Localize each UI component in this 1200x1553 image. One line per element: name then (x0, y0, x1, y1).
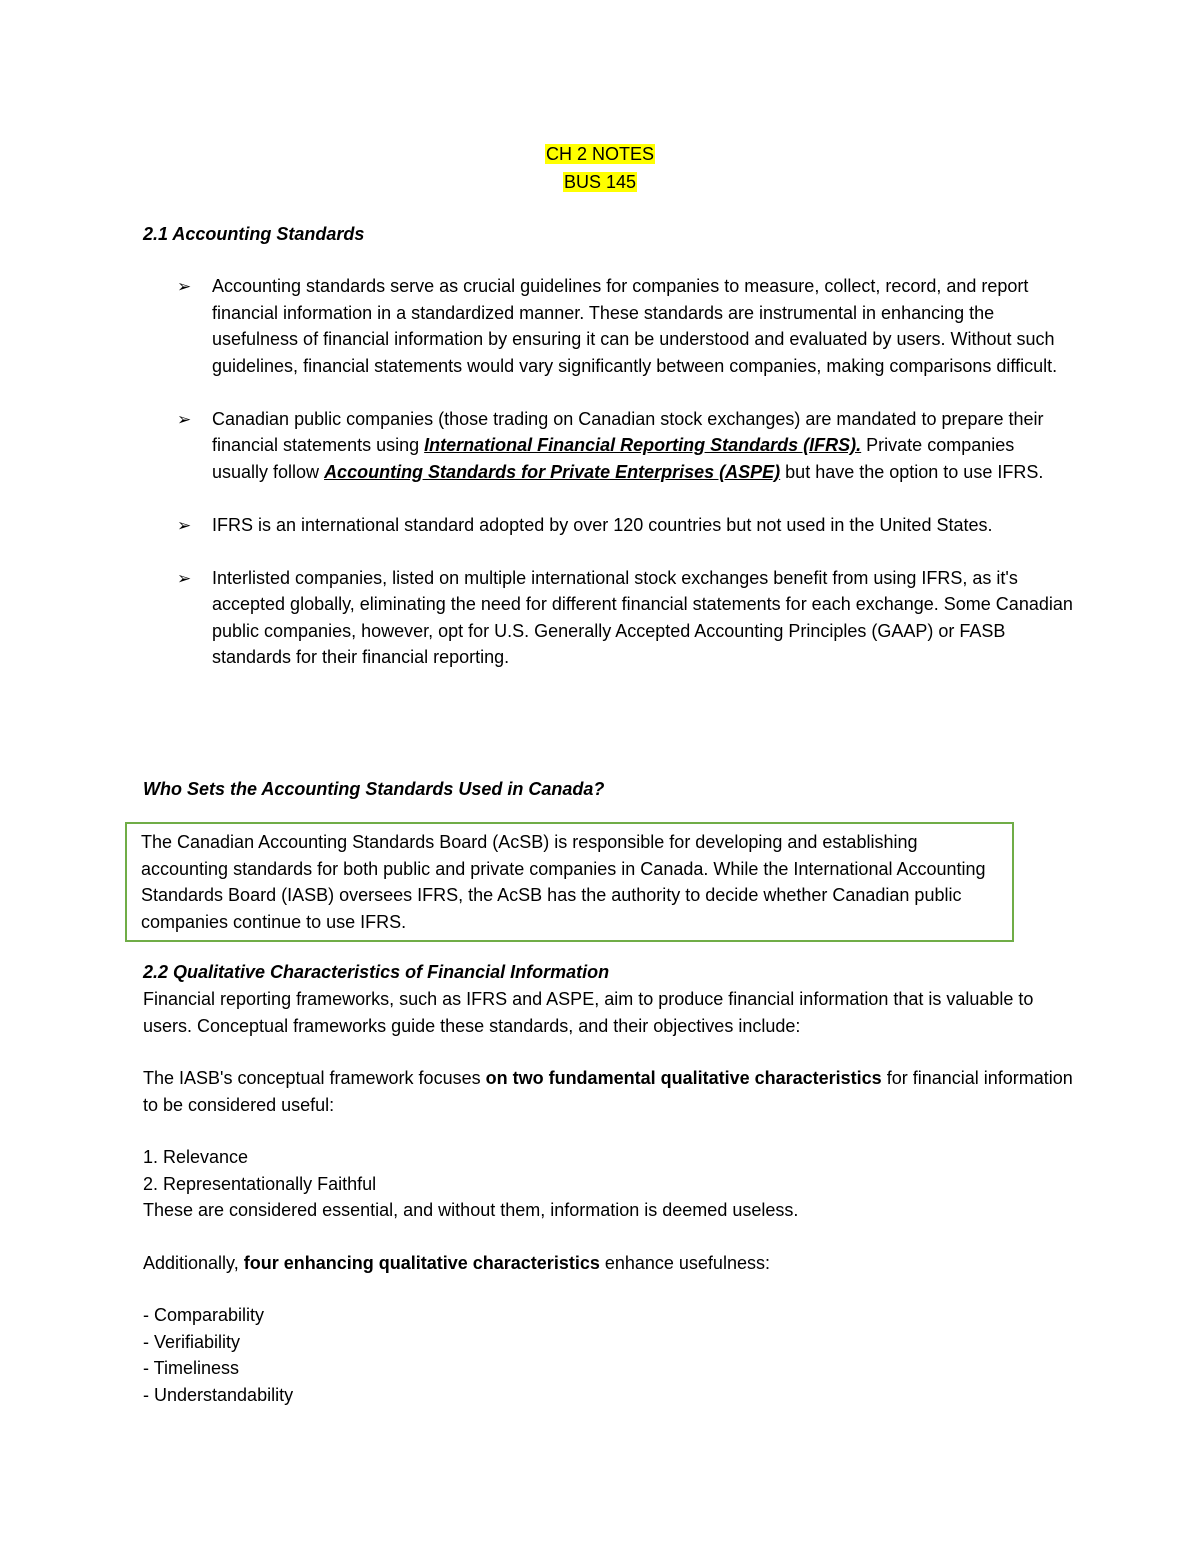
arrow-bullet-icon: ➢ (177, 515, 192, 535)
list-item (143, 273, 1073, 379)
paragraph-text: Additionally, (143, 1253, 244, 1273)
arrow-bullet-icon: ➢ (177, 409, 192, 429)
enhancing-emphasis: four enhancing qualitative characteristics (243, 1253, 600, 1273)
enhancing-paragraph (143, 1250, 1073, 1277)
list-item: - Comparability (143, 1305, 265, 1325)
list-item: - Understandability (143, 1384, 294, 1405)
bullet-text: Private companies usually follow (212, 435, 1015, 482)
aspe-term: Accounting Standards for Private Enterprises (ASPE) (324, 461, 781, 482)
ifrs-term: International Financial Reporting Standards (IFRS). (424, 435, 862, 455)
list-item (143, 512, 1073, 539)
bullet-text: IFRS is an international standard adopted by over 120 countries but not used in the United States. (212, 514, 993, 535)
paragraph-text: The IASB's conceptual framework focuses (143, 1068, 486, 1088)
paragraph-text: enhance usefulness: (599, 1253, 770, 1273)
paragraph-text: for financial information to be considered useful: (143, 1068, 1073, 1115)
iasb-paragraph (143, 1065, 1073, 1118)
fundamental-characteristics-list (143, 1144, 798, 1224)
list-item: - Verifiability (143, 1331, 241, 1352)
bullet-text: but have the option to use IFRS. (780, 461, 1044, 482)
arrow-bullet-icon: ➢ (177, 277, 192, 296)
list-item (143, 565, 1073, 671)
document-title: CH 2 NOTES (545, 144, 655, 164)
section-heading-qualitative: 2.2 Qualitative Characteristics of Financial Information (143, 962, 610, 982)
acsb-callout-box (125, 822, 1014, 942)
section-heading-accounting-standards: 2.1 Accounting Standards (143, 224, 365, 244)
list-item: - Timeliness (143, 1358, 240, 1378)
course-code: BUS 145 (563, 172, 637, 192)
who-sets-heading: Who Sets the Accounting Standards Used in Canada? (143, 779, 605, 799)
accounting-standards-list (143, 273, 1073, 697)
bullet-text: Interlisted companies, listed on multiple international stock exchanges benefit from using IFRS, as it's accepted globally, eliminating the need for different financial statements for each exchange. Some Canadian public companies, however, opt for U.S. Generally Accepted Accounting Principles (GAAP) or FASB standards for their financial reporting. (212, 567, 1073, 667)
list-item (143, 406, 1073, 486)
fundamental-emphasis: on two fundamental qualitative characteristics (485, 1068, 882, 1088)
bullet-text: Accounting standards serve as crucial guidelines for companies to measure, collect, record, and report financial information in a standardized manner. These standards are instrumental in enhancing the usefulness of financial information by ensuring it can be understood and evaluated by users. Without such guidelines, financial statements would vary significantly between companies, making comparisons difficult. (212, 276, 1058, 376)
document-title-block (0, 140, 1200, 196)
list-item: 1. Relevance (143, 1147, 249, 1167)
arrow-bullet-icon: ➢ (177, 568, 192, 588)
list-item: 2. Representationally Faithful (143, 1173, 377, 1194)
bullet-text: Canadian public companies (those trading on Canadian stock exchanges) are mandated to prepare their financial statements using (212, 408, 1044, 455)
callout-text: The Canadian Accounting Standards Board (AcSB) is responsible for developing and establishing accounting standards for both public and private companies in Canada. While the International Accounting Standards Board (IASB) oversees IFRS, the AcSB has the authority to decide whether Canadian public companies continue to use IFRS. (141, 832, 986, 932)
essential-note: These are considered essential, and without them, information is deemed useless. (143, 1200, 799, 1220)
frameworks-intro-paragraph: Financial reporting frameworks, such as IFRS and ASPE, aim to produce financial information that is valuable to users. Conceptual frameworks guide these standards, and their objectives include: (143, 989, 1034, 1036)
enhancing-characteristics-list (143, 1302, 293, 1408)
